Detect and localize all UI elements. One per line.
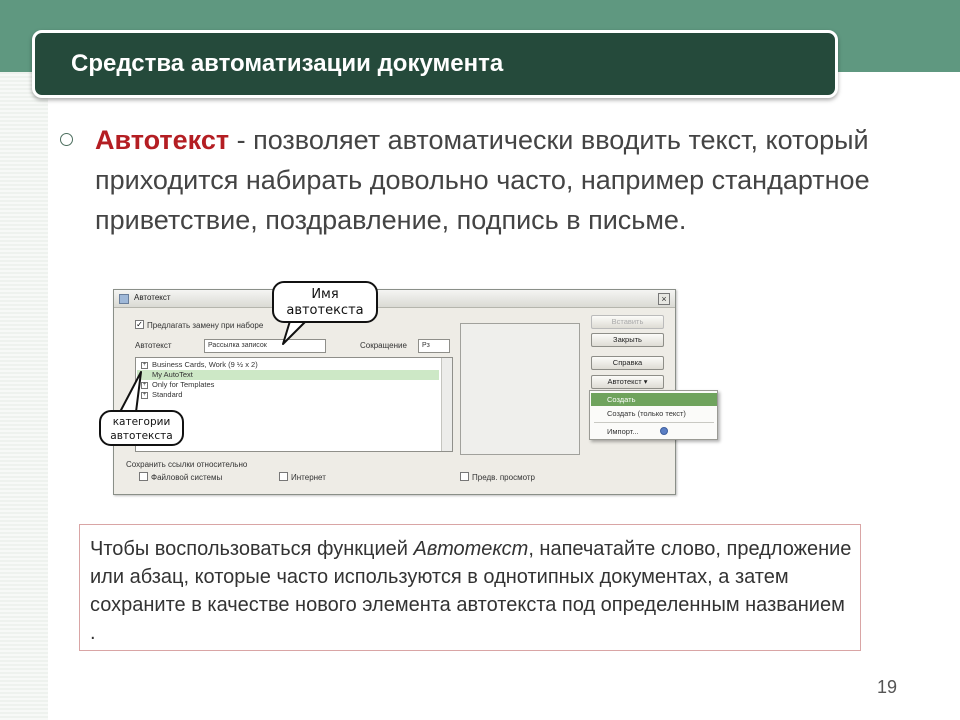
import-icon	[660, 427, 668, 435]
keyword: Автотекст	[95, 125, 230, 155]
tree-item-selected[interactable]: My AutoText	[137, 370, 439, 380]
menu-divider	[594, 422, 714, 423]
menu-item-create-text-only[interactable]: Создать (только текст)	[607, 409, 686, 418]
internet-label: Интернет	[291, 473, 326, 482]
autotext-name-callout: Имя автотекста	[272, 281, 378, 323]
shortcut-input[interactable]: Рз	[418, 339, 450, 353]
preview-checkbox[interactable]	[460, 472, 469, 481]
page-number: 19	[877, 677, 898, 697]
insert-button[interactable]: Вставить	[591, 315, 664, 329]
autotext-menu-button[interactable]: Автотекст ▾	[591, 375, 664, 389]
tree-item[interactable]: + Business Cards, Work (9 ½ x 2)	[142, 360, 258, 369]
slide-title: Средства автоматизации документа	[71, 50, 504, 77]
note-box	[79, 524, 861, 651]
help-button[interactable]: Справка	[591, 356, 664, 370]
expand-icon[interactable]: +	[142, 361, 147, 368]
tree-item[interactable]: + Standard	[142, 390, 183, 399]
autotext-category-callout: категории автотекста	[99, 410, 184, 446]
tree-scrollbar[interactable]	[441, 358, 452, 451]
autotext-dropdown-menu	[589, 390, 718, 440]
expand-icon[interactable]: +	[142, 381, 147, 388]
close-button[interactable]: Закрыть	[591, 333, 664, 347]
bullet-icon	[60, 133, 73, 146]
shortcut-label: Сокращение	[360, 341, 407, 350]
dialog-titlebar	[114, 290, 675, 308]
preview-pane	[460, 323, 580, 455]
preview-label: Предв. просмотр	[472, 473, 535, 482]
close-icon[interactable]: ×	[658, 293, 670, 305]
bullet-paragraph	[95, 120, 885, 240]
file-system-checkbox[interactable]	[139, 472, 148, 481]
menu-item-create[interactable]: Создать	[591, 393, 717, 406]
menu-item-import[interactable]: Импорт...	[591, 425, 717, 438]
dropdown-arrow-icon: ▾	[643, 377, 648, 386]
note-text: Чтобы воспользоваться функцией Автотекст, напечатайте слово, предложение или абзац, которые часто используются в однотипных документах, а затем сохраните в качестве нового элемента автотекста под определенным названием .	[90, 538, 852, 644]
show-replacement-label: Предлагать замену при наборе	[147, 321, 264, 330]
bullet-text: - позволяет автоматически вводить текст, который приходится набирать довольно часто, например стандартное приветствие, поздравление, подпись в письме.	[95, 125, 870, 235]
app-icon	[119, 294, 129, 304]
save-links-label: Сохранить ссылки относительно	[126, 460, 248, 469]
autotext-label: Автотекст	[135, 341, 172, 350]
expand-icon[interactable]: +	[142, 391, 147, 398]
internet-checkbox[interactable]	[279, 472, 288, 481]
file-system-label: Файловой системы	[151, 473, 223, 482]
autotext-name-input[interactable]: Рассылка записок	[204, 339, 326, 353]
tree-item[interactable]: + Only for Templates	[142, 380, 215, 389]
title-bar	[32, 30, 838, 98]
left-stripe	[0, 72, 48, 720]
dialog-title: Автотекст	[134, 293, 171, 302]
show-replacement-checkbox[interactable]: ✓	[136, 320, 143, 329]
